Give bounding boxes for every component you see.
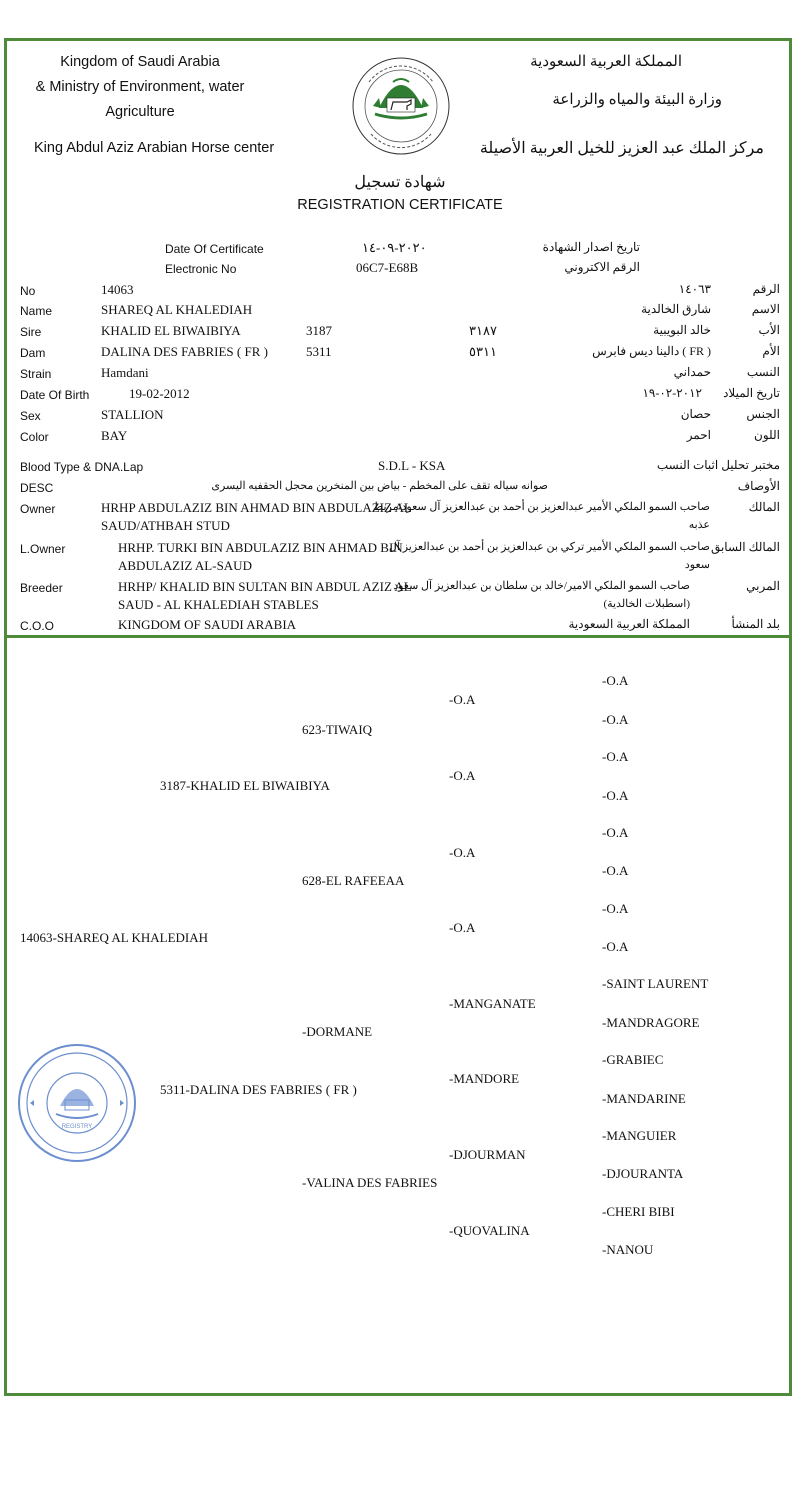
- color-value-ar: احمر: [686, 428, 711, 442]
- color-label-ar: اللون: [754, 428, 780, 442]
- desc-label: DESC: [20, 481, 54, 495]
- pedigree-g2-4: -VALINA DES FABRIES: [302, 1175, 438, 1190]
- sire-value: KHALID EL BIWAIBIYA: [101, 323, 241, 338]
- blood-value: S.D.L - KSA: [378, 458, 446, 473]
- pedigree-g2-3: -DORMANE: [302, 1024, 373, 1039]
- section-divider: [4, 635, 792, 638]
- pedigree-g3-8: -QUOVALINA: [449, 1223, 530, 1238]
- no-label-ar: الرقم: [752, 282, 780, 296]
- sex-label: Sex: [20, 409, 41, 423]
- breeder-ar-line1: صاحب السمو الملكي الامير/خالد بن سلطان بن عبدالعزيز آل سعود: [393, 580, 690, 592]
- coo-value-ar: المملكة العربية السعودية: [568, 617, 690, 631]
- pedigree-g4-1: -O.A: [602, 673, 629, 688]
- dam-value: DALINA DES FABRIES ( FR ): [101, 344, 268, 359]
- coo-value: KINGDOM OF SAUDI ARABIA: [118, 617, 297, 632]
- pedigree-g3-3: -O.A: [449, 845, 476, 860]
- pedigree-g3-1: -O.A: [449, 692, 476, 707]
- name-value: SHAREQ AL KHALEDIAH: [101, 302, 253, 317]
- name-label: Name: [20, 304, 53, 318]
- title-ar: شهادة تسجيل: [354, 174, 446, 191]
- date-label-ar: تاريخ اصدار الشهادة: [542, 240, 640, 254]
- no-value: 14063: [101, 282, 134, 297]
- color-value: BAY: [101, 428, 128, 443]
- strain-value-ar: حمداني: [673, 365, 711, 379]
- stamp-center-text: REGISTRY: [61, 1124, 93, 1130]
- electronic-value: 06C7-E68B: [356, 260, 419, 275]
- breeder-line1: HRHP/ KHALID BIN SULTAN BIN ABDUL AZIZ AL: [118, 579, 412, 594]
- pedigree-g4-15: -CHERI BIBI: [602, 1204, 675, 1219]
- lowner-label: L.Owner: [20, 542, 66, 556]
- pedigree-g3-4: -O.A: [449, 920, 476, 935]
- pedigree-subject: 14063-SHAREQ AL KHALEDIAH: [20, 930, 209, 945]
- dam-no: 5311: [306, 344, 332, 359]
- sex-value-ar: حصان: [680, 407, 711, 421]
- pedigree-g2-1: 623-TIWAIQ: [302, 722, 373, 737]
- owner-line1: HRHP ABDULAZIZ BIN AHMAD BIN ABDULAZIZ AL: [101, 500, 412, 515]
- lowner-ar-line2: سعود: [684, 559, 710, 571]
- lowner-line2: ABDULAZIZ AL-SAUD: [118, 558, 252, 573]
- no-value-ar: ١٤٠٦٣: [678, 282, 711, 296]
- dam-no-ar: ٥٣١١: [469, 344, 497, 359]
- lowner-line1: HRHP. TURKI BIN ABDULAZIZ BIN AHMAD BIN: [118, 540, 403, 555]
- pedigree-g4-6: -O.A: [602, 863, 629, 878]
- header-ar-line1: المملكة العربية السعودية: [530, 54, 682, 70]
- coo-label: C.O.O: [20, 619, 55, 633]
- owner-label-ar: المالك: [748, 500, 780, 514]
- pedigree-g4-12: -MANDARINE: [602, 1091, 686, 1106]
- pedigree-g4-13: -MANGUIER: [602, 1128, 677, 1143]
- breeder-label: Breeder: [20, 581, 63, 595]
- dob-value-ar: ٢٠١٢-٠٢-١٩: [642, 386, 702, 400]
- owner-ar-line1: صاحب السمو الملكي الأمير عبدالعزيز بن أحمد بن عبدالعزيز آل سعود/مربط: [373, 501, 710, 513]
- breeder-label-ar: المربي: [746, 579, 780, 593]
- desc-value-ar: صوانه سياله تقف على المخطم - بياض بين المنخرين محجل الحقفيه اليسرى: [211, 480, 548, 492]
- desc-label-ar: الأوصاف: [737, 479, 780, 493]
- sire-no: 3187: [306, 323, 332, 338]
- header-en-line2: & Ministry of Environment, water: [35, 79, 245, 95]
- pedigree-dam: 5311-DALINA DES FABRIES ( FR ): [160, 1082, 357, 1097]
- owner-line2: SAUD/ATHBAH STUD: [101, 518, 230, 533]
- breeder-line2: SAUD - AL KHALEDIAH STABLES: [118, 597, 319, 612]
- pedigree-g2-2: 628-EL RAFEEAA: [302, 873, 405, 888]
- pedigree-g4-16: -NANOU: [602, 1242, 654, 1257]
- pedigree-g4-5: -O.A: [602, 825, 629, 840]
- dob-label: Date Of Birth: [20, 388, 90, 402]
- dob-label-ar: تاريخ الميلاد: [723, 386, 780, 400]
- electronic-label-ar: الرقم الاكتروني: [564, 260, 640, 274]
- pedigree-g4-14: -DJOURANTA: [602, 1166, 684, 1181]
- pedigree-g3-6: -MANDORE: [449, 1071, 520, 1086]
- lowner-label-ar: المالك السابق: [710, 540, 780, 554]
- pedigree-g3-7: -DJOURMAN: [449, 1147, 526, 1162]
- name-label-ar: الاسم: [751, 302, 780, 316]
- pedigree-g3-5: -MANGANATE: [449, 996, 536, 1011]
- blood-label-ar: مختبر تحليل اثبات النسب: [656, 458, 780, 472]
- strain-value: Hamdani: [101, 365, 149, 380]
- sire-label: Sire: [20, 325, 42, 339]
- dob-value: 19-02-2012: [129, 386, 190, 401]
- electronic-label: Electronic No: [165, 262, 237, 276]
- strain-label: Strain: [20, 367, 52, 381]
- sire-label-ar: الأب: [758, 323, 780, 337]
- owner-ar-line2: عذبه: [688, 519, 710, 531]
- color-label: Color: [20, 430, 49, 444]
- header-en-line1: Kingdom of Saudi Arabia: [60, 54, 220, 70]
- header-ar-line3: مركز الملك عبد العزيز للخيل العربية الأصيلة: [479, 140, 764, 157]
- sire-no-ar: ٣١٨٧: [469, 323, 497, 338]
- title-en: REGISTRATION CERTIFICATE: [297, 197, 503, 213]
- pedigree-g4-4: -O.A: [602, 788, 629, 803]
- name-value-ar: شارق الخالدية: [641, 302, 711, 316]
- header-en-center: King Abdul Aziz Arabian Horse center: [34, 140, 275, 156]
- coo-label-ar: بلد المنشأ: [731, 617, 780, 631]
- lowner-ar-line1: صاحب السمو الملكي الأمير تركي بن عبدالعزيز بن أحمد بن عبدالعزيز آل: [388, 541, 710, 553]
- pedigree-g4-7: -O.A: [602, 901, 629, 916]
- pedigree-g4-2: -O.A: [602, 712, 629, 727]
- sex-value: STALLION: [101, 407, 164, 422]
- header-en: [20, 50, 260, 125]
- sire-value-ar: خالد البويبية: [653, 323, 711, 337]
- pedigree-sire: 3187-KHALID EL BIWAIBIYA: [160, 778, 330, 793]
- no-label: No: [20, 284, 36, 298]
- owner-label: Owner: [20, 502, 56, 516]
- pedigree-g3-2: -O.A: [449, 768, 476, 783]
- registry-stamp-icon: [16, 1042, 138, 1164]
- pedigree-g4-10: -MANDRAGORE: [602, 1015, 700, 1030]
- pedigree-g4-9: -SAINT LAURENT: [602, 976, 709, 991]
- ministry-emblem-icon: [349, 48, 453, 166]
- sex-label-ar: الجنس: [746, 407, 780, 421]
- breeder-ar-line2: (اسطبلات الخالدية): [603, 598, 690, 610]
- date-label: Date Of Certificate: [165, 242, 264, 256]
- dam-label-ar: الأم: [762, 344, 780, 358]
- date-value: ٢٠٢٠-٠٩-١٤: [362, 240, 427, 255]
- header-ar-line2: وزارة البيئة والمياه والزراعة: [552, 92, 722, 108]
- blood-label: Blood Type & DNA.Lap: [20, 460, 144, 474]
- header-en-line3: Agriculture: [105, 104, 175, 120]
- pedigree-g4-11: -GRABIEC: [602, 1052, 664, 1067]
- dam-value-ar: ( FR ) دالينا ديس فابرس: [592, 344, 711, 358]
- pedigree-g4-3: -O.A: [602, 749, 629, 764]
- strain-label-ar: النسب: [746, 365, 780, 379]
- dam-label: Dam: [20, 346, 46, 360]
- pedigree-g4-8: -O.A: [602, 939, 629, 954]
